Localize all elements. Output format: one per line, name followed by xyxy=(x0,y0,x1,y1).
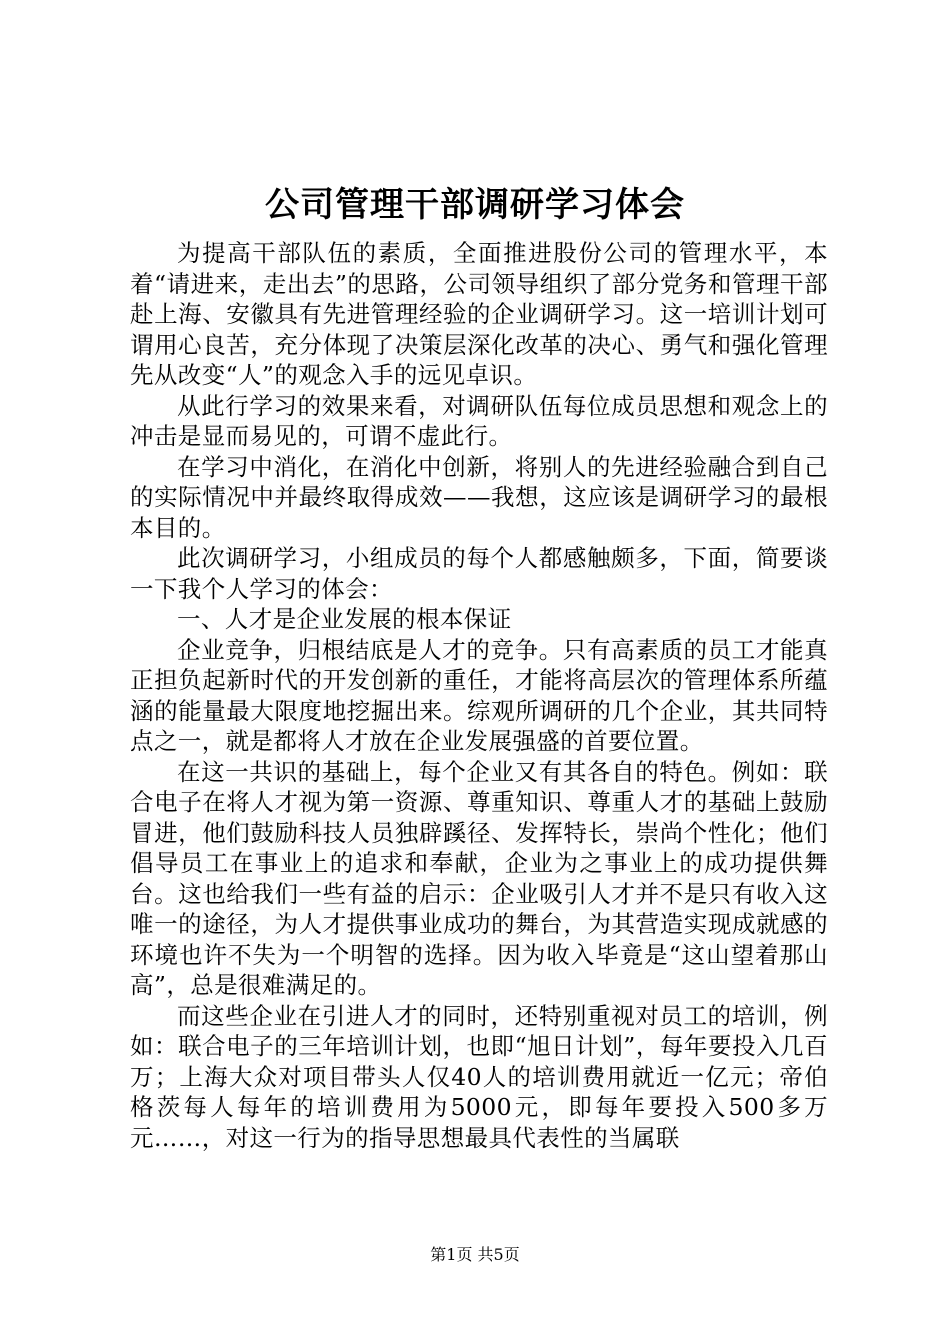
paragraph-talent-competition: 企业竞争，归根结底是人才的竞争。只有高素质的员工才能真正担负起新时代的开发创新的重任，才能将高层次的管理体系所蕴涵的能量最大限度地挖掘出来。综观所调研的几个企业，其共同特点之一，就是都将人才放在企业发展强盛的首要位置。 xyxy=(130,635,828,755)
page-number-footer: 第1页 共5页 xyxy=(430,1245,520,1264)
paragraph-intro: 为提高干部队伍的素质，全面推进股份公司的管理水平，本着“请进来，走出去”的思路，公司领导组织了部分党务和管理干部赴上海、安徽具有先进管理经验的企业调研学习。这一培训计划可谓用心良苦，充分体现了决策层深化改革的决心、勇气和强化管理先从改变“人”的观念入手的远见卓识。 xyxy=(130,239,828,389)
paragraph-transition: 此次调研学习，小组成员的每个人都感触颇多，下面，简要谈一下我个人学习的体会： xyxy=(130,544,828,603)
paragraph-training: 而这些企业在引进人才的同时，还特别重视对员工的培训，例如：联合电子的三年培训计划，也即“旭日计划”，每年要投入几百万；上海大众对项目带头人仅40人的培训费用就近一亿元；帝伯格茨每人每年的培训费用为5000元，即每年要投入500多万元……，对这一行为的指导思想最具代表性的当属联 xyxy=(130,1001,828,1152)
document-body xyxy=(130,238,828,1153)
paragraph-company-features: 在这一共识的基础上，每个企业又有其各自的特色。例如：联合电子在将人才视为第一资源、尊重知识、尊重人才的基础上鼓励冒进，他们鼓励科技人员独辟蹊径、发挥特长，崇尚个性化；他们倡导员工在事业上的追求和奉献，企业为之事业上的成功提供舞台。这也给我们一些有益的启示：企业吸引人才并不是只有收入这唯一的途径，为人才提供事业成功的舞台，为其营造实现成就感的环境也许不失为一个明智的选择。因为收入毕竟是“这山望着那山高”，总是很难满足的。 xyxy=(130,757,828,999)
paragraph-purpose: 在学习中消化，在消化中创新，将别人的先进经验融合到自己的实际情况中并最终取得成效——我想，这应该是调研学习的最根本目的。 xyxy=(130,452,828,542)
document-title: 公司管理干部调研学习体会 xyxy=(265,185,685,225)
section-heading-talent: 一、人才是企业发展的根本保证 xyxy=(177,605,512,633)
paragraph-effect: 从此行学习的效果来看，对调研队伍每位成员思想和观念上的冲击是显而易见的，可谓不虚此行。 xyxy=(130,391,828,450)
